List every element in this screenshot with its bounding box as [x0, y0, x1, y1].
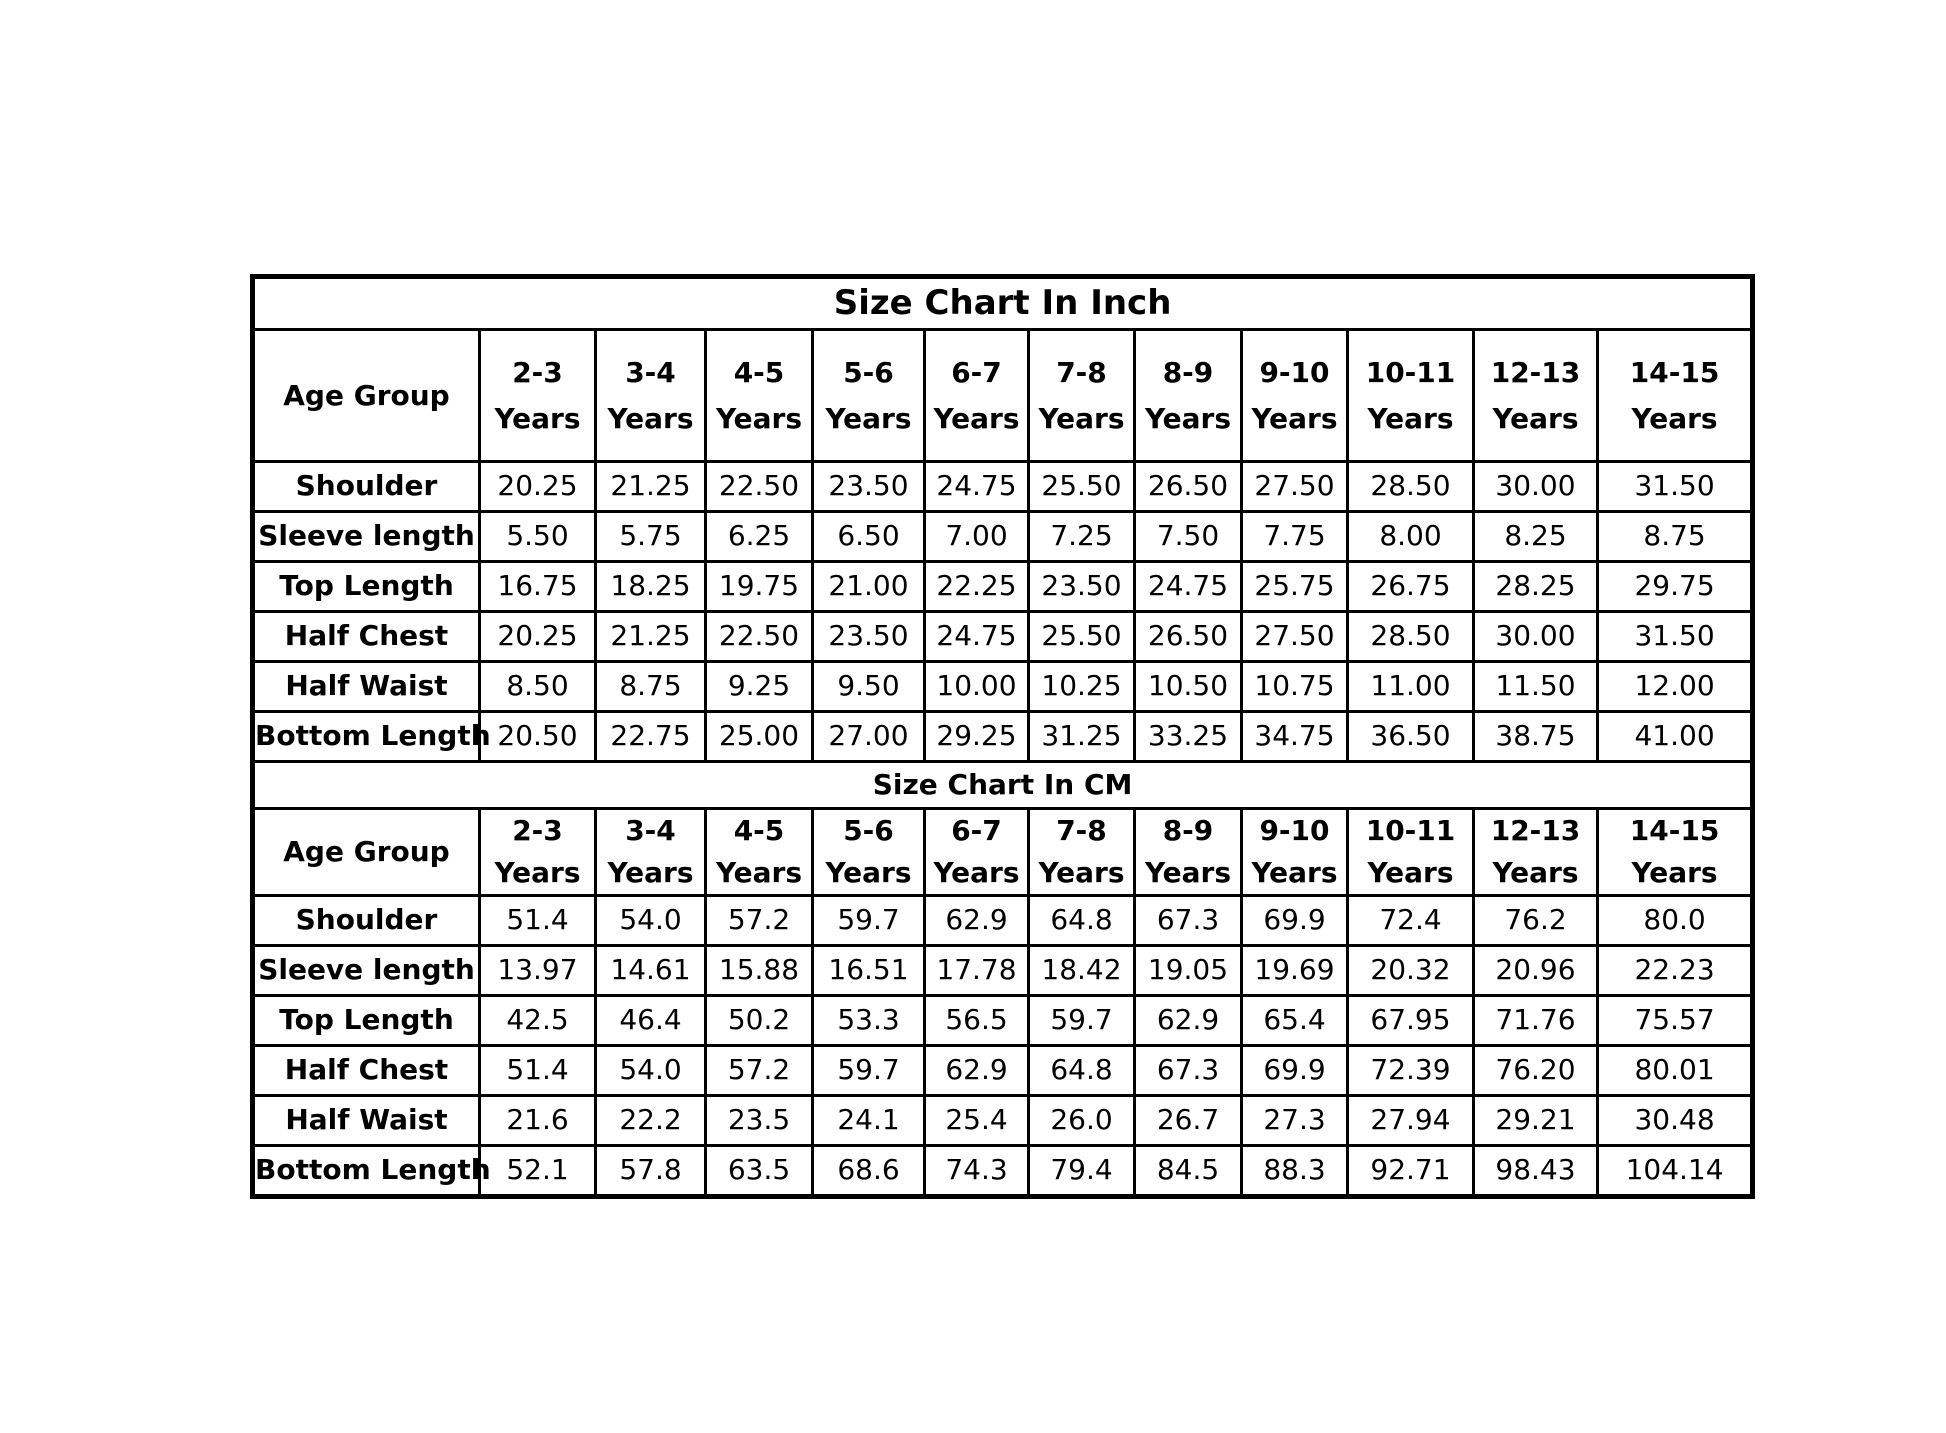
inch-measurement-value: 8.25: [1474, 512, 1598, 562]
age-unit: Years: [1367, 856, 1454, 889]
cm-age-column-header: [1348, 809, 1474, 896]
cm-measurement-value: 52.1: [480, 1146, 596, 1197]
age-range: 8-9: [1162, 355, 1214, 389]
inch-measurement-value: 19.75: [706, 562, 813, 612]
age-unit: Years: [715, 856, 803, 889]
inch-age-column-header: [925, 330, 1029, 462]
inch-measurement-value: 7.00: [925, 512, 1029, 562]
inch-measurement-value: 25.00: [706, 712, 813, 762]
inch-measurement-value: 24.75: [925, 612, 1029, 662]
cm-age-column-header: [813, 809, 925, 896]
age-range: 14-15: [1629, 814, 1720, 847]
cm-measurement-value: 76.2: [1474, 896, 1598, 946]
cm-measurement-value: 62.9: [925, 896, 1029, 946]
inch-measurement-value: 6.25: [706, 512, 813, 562]
age-range: 9-10: [1259, 814, 1330, 847]
cm-age-column-header: [925, 809, 1029, 896]
cm-measurement-value: 30.48: [1598, 1096, 1753, 1146]
cm-measurement-value: 51.4: [480, 896, 596, 946]
inch-table-row: [253, 512, 1753, 562]
cm-age-column-header: [480, 809, 596, 896]
age-range: 5-6: [843, 355, 894, 389]
cm-measurement-value: 59.7: [813, 1046, 925, 1096]
cm-measurement-value: 23.5: [706, 1096, 813, 1146]
inch-measurement-value: 10.50: [1135, 662, 1242, 712]
age-unit: Years: [1251, 401, 1338, 435]
cm-measurement-value: 59.7: [1029, 996, 1135, 1046]
age-unit: Years: [825, 401, 912, 435]
cm-title-row: [253, 762, 1753, 809]
cm-measurement-value: 18.42: [1029, 946, 1135, 996]
cm-table-row: [253, 996, 1753, 1046]
cm-measurement-value: 24.1: [813, 1096, 925, 1146]
cm-measurement-value: 59.7: [813, 896, 925, 946]
inch-measurement-value: 34.75: [1242, 712, 1348, 762]
age-range: 4-5: [733, 814, 785, 847]
age-range: 10-11: [1365, 814, 1456, 847]
inch-age-column-header: [1242, 330, 1348, 462]
age-range: 10-11: [1365, 355, 1456, 389]
cm-measurement-value: 84.5: [1135, 1146, 1242, 1197]
cm-measurement-value: 57.2: [706, 896, 813, 946]
inch-measurement-value: 20.25: [480, 462, 596, 512]
cm-measurement-value: 25.4: [925, 1096, 1029, 1146]
inch-measurement-value: 7.25: [1029, 512, 1135, 562]
cm-age-column-header: [1242, 809, 1348, 896]
cm-measurement-value: 88.3: [1242, 1146, 1348, 1197]
cm-table-row: [253, 896, 1753, 946]
cm-measurement-value: 72.39: [1348, 1046, 1474, 1096]
cm-measurement-value: 42.5: [480, 996, 596, 1046]
cm-age-column-header: [1029, 809, 1135, 896]
inch-measurement-value: 21.00: [813, 562, 925, 612]
inch-measurement-value: 36.50: [1348, 712, 1474, 762]
cm-measurement-value: 26.7: [1135, 1096, 1242, 1146]
inch-measurement-value: 22.50: [706, 462, 813, 512]
inch-age-column-header: [1474, 330, 1598, 462]
cm-measurement-value: 68.6: [813, 1146, 925, 1197]
age-unit: Years: [1492, 856, 1579, 889]
cm-measurement-value: 17.78: [925, 946, 1029, 996]
inch-measurement-value: 7.75: [1242, 512, 1348, 562]
cm-measurement-value: 26.0: [1029, 1096, 1135, 1146]
inch-measurement-value: 16.75: [480, 562, 596, 612]
inch-age-column-header: [480, 330, 596, 462]
inch-measurement-value: 31.50: [1598, 612, 1753, 662]
inch-measurement-value: 11.50: [1474, 662, 1598, 712]
age-unit: Years: [715, 401, 803, 435]
cm-measurement-value: 67.3: [1135, 896, 1242, 946]
inch-measurement-value: 23.50: [1029, 562, 1135, 612]
cm-table-row: [253, 1146, 1753, 1197]
cm-measurement-value: 20.96: [1474, 946, 1598, 996]
cm-measurement-value: 75.57: [1598, 996, 1753, 1046]
cm-measurement-value: 19.69: [1242, 946, 1348, 996]
inch-table-row: [253, 662, 1753, 712]
inch-measurement-value: 12.00: [1598, 662, 1753, 712]
age-range: 6-7: [951, 355, 1002, 389]
cm-table-row: [253, 1046, 1753, 1096]
inch-measurement-value: 27.00: [813, 712, 925, 762]
inch-measurement-value: 28.50: [1348, 612, 1474, 662]
inch-measurement-value: 20.25: [480, 612, 596, 662]
inch-measurement-value: 33.25: [1135, 712, 1242, 762]
inch-measurement-value: 24.75: [1135, 562, 1242, 612]
age-unit: Years: [1144, 401, 1232, 435]
cm-measurement-value: 64.8: [1029, 896, 1135, 946]
inch-table-row: [253, 562, 1753, 612]
cm-measurement-value: 51.4: [480, 1046, 596, 1096]
cm-measurement-value: 67.3: [1135, 1046, 1242, 1096]
cm-measurement-value: 62.9: [1135, 996, 1242, 1046]
inch-measurement-value: 8.75: [596, 662, 706, 712]
cm-measurement-value: 19.05: [1135, 946, 1242, 996]
inch-measurement-value: 22.25: [925, 562, 1029, 612]
cm-measurement-value: 65.4: [1242, 996, 1348, 1046]
cm-measurement-label: Bottom Length: [253, 1146, 480, 1197]
age-range: 5-6: [843, 814, 894, 847]
inch-measurement-value: 31.50: [1598, 462, 1753, 512]
inch-measurement-value: 25.50: [1029, 612, 1135, 662]
inch-measurement-label: Sleeve length: [253, 512, 480, 562]
cm-measurement-value: 50.2: [706, 996, 813, 1046]
cm-measurement-value: 22.2: [596, 1096, 706, 1146]
size-chart-table: [250, 274, 1755, 1199]
cm-measurement-value: 29.21: [1474, 1096, 1598, 1146]
cm-measurement-value: 98.43: [1474, 1146, 1598, 1197]
inch-measurement-value: 41.00: [1598, 712, 1753, 762]
age-range: 7-8: [1056, 814, 1107, 847]
age-range: 2-3: [512, 355, 563, 389]
inch-measurement-value: 24.75: [925, 462, 1029, 512]
inch-measurement-value: 28.50: [1348, 462, 1474, 512]
inch-measurement-value: 23.50: [813, 462, 925, 512]
cm-measurement-value: 46.4: [596, 996, 706, 1046]
cm-measurement-value: 15.88: [706, 946, 813, 996]
cm-age-column-header: [596, 809, 706, 896]
age-unit: Years: [933, 401, 1020, 435]
cm-measurement-value: 80.01: [1598, 1046, 1753, 1096]
age-range: 12-13: [1490, 355, 1581, 389]
age-unit: Years: [1251, 856, 1338, 889]
cm-table-row: [253, 1096, 1753, 1146]
age-unit: Years: [1492, 401, 1579, 435]
inch-measurement-value: 26.75: [1348, 562, 1474, 612]
cm-age-group-header: Age Group: [253, 809, 480, 896]
age-range: 6-7: [951, 814, 1002, 847]
inch-measurement-value: 11.00: [1348, 662, 1474, 712]
inch-chart-title: Size Chart In Inch: [253, 277, 1753, 330]
age-unit: Years: [1367, 401, 1454, 435]
cm-measurement-value: 57.8: [596, 1146, 706, 1197]
inch-measurement-value: 18.25: [596, 562, 706, 612]
inch-measurement-value: 29.75: [1598, 562, 1753, 612]
inch-measurement-value: 5.50: [480, 512, 596, 562]
cm-measurement-value: 80.0: [1598, 896, 1753, 946]
inch-measurement-value: 10.00: [925, 662, 1029, 712]
age-range: 8-9: [1162, 814, 1214, 847]
inch-measurement-value: 28.25: [1474, 562, 1598, 612]
cm-measurement-value: 79.4: [1029, 1146, 1135, 1197]
inch-measurement-value: 30.00: [1474, 462, 1598, 512]
inch-measurement-value: 20.50: [480, 712, 596, 762]
inch-age-column-header: [1598, 330, 1753, 462]
inch-measurement-value: 10.25: [1029, 662, 1135, 712]
inch-measurement-value: 27.50: [1242, 612, 1348, 662]
cm-measurement-label: Half Chest: [253, 1046, 480, 1096]
cm-measurement-value: 54.0: [596, 1046, 706, 1096]
inch-measurement-value: 8.50: [480, 662, 596, 712]
inch-measurement-value: 26.50: [1135, 612, 1242, 662]
age-range: 3-4: [625, 814, 676, 847]
inch-age-column-header: [813, 330, 925, 462]
cm-measurement-value: 57.2: [706, 1046, 813, 1096]
inch-measurement-value: 21.25: [596, 612, 706, 662]
inch-measurement-value: 8.00: [1348, 512, 1474, 562]
inch-age-column-header: [1029, 330, 1135, 462]
inch-table-row: [253, 612, 1753, 662]
age-range: 3-4: [625, 355, 676, 389]
cm-measurement-label: Shoulder: [253, 896, 480, 946]
cm-measurement-value: 21.6: [480, 1096, 596, 1146]
age-range: 7-8: [1056, 355, 1107, 389]
inch-age-column-header: [706, 330, 813, 462]
cm-measurement-value: 63.5: [706, 1146, 813, 1197]
age-unit: Years: [933, 856, 1020, 889]
cm-measurement-value: 54.0: [596, 896, 706, 946]
inch-measurement-value: 38.75: [1474, 712, 1598, 762]
inch-table-row: [253, 462, 1753, 512]
cm-measurement-value: 22.23: [1598, 946, 1753, 996]
inch-measurement-value: 22.75: [596, 712, 706, 762]
inch-measurement-value: 8.75: [1598, 512, 1753, 562]
inch-measurement-label: Half Waist: [253, 662, 480, 712]
age-range: 4-5: [733, 355, 785, 389]
cm-measurement-value: 14.61: [596, 946, 706, 996]
inch-measurement-value: 9.25: [706, 662, 813, 712]
age-unit: Years: [1144, 856, 1232, 889]
cm-measurement-label: Sleeve length: [253, 946, 480, 996]
inch-measurement-value: 6.50: [813, 512, 925, 562]
inch-measurement-label: Bottom Length: [253, 712, 480, 762]
age-range: 12-13: [1490, 814, 1581, 847]
inch-title-row: [253, 277, 1753, 330]
age-unit: Years: [1038, 856, 1125, 889]
cm-measurement-value: 104.14: [1598, 1146, 1753, 1197]
cm-measurement-value: 27.94: [1348, 1096, 1474, 1146]
cm-measurement-value: 20.32: [1348, 946, 1474, 996]
inch-age-column-header: [1348, 330, 1474, 462]
cm-measurement-label: Top Length: [253, 996, 480, 1046]
inch-measurement-value: 21.25: [596, 462, 706, 512]
cm-age-column-header: [706, 809, 813, 896]
age-unit: Years: [607, 401, 694, 435]
cm-measurement-value: 13.97: [480, 946, 596, 996]
inch-measurement-value: 25.50: [1029, 462, 1135, 512]
inch-table-row: [253, 712, 1753, 762]
cm-measurement-value: 16.51: [813, 946, 925, 996]
inch-measurement-value: 7.50: [1135, 512, 1242, 562]
cm-chart-title: Size Chart In CM: [253, 762, 1753, 809]
inch-measurement-value: 9.50: [813, 662, 925, 712]
cm-measurement-value: 92.71: [1348, 1146, 1474, 1197]
inch-age-column-header: [1135, 330, 1242, 462]
cm-age-column-header: [1598, 809, 1753, 896]
cm-measurement-value: 69.9: [1242, 1046, 1348, 1096]
inch-measurement-value: 25.75: [1242, 562, 1348, 612]
inch-measurement-value: 31.25: [1029, 712, 1135, 762]
cm-measurement-value: 71.76: [1474, 996, 1598, 1046]
inch-age-column-header: [596, 330, 706, 462]
inch-measurement-value: 22.50: [706, 612, 813, 662]
inch-measurement-label: Shoulder: [253, 462, 480, 512]
age-range: 14-15: [1629, 355, 1720, 389]
age-unit: Years: [494, 856, 581, 889]
cm-measurement-value: 67.95: [1348, 996, 1474, 1046]
inch-measurement-label: Half Chest: [253, 612, 480, 662]
cm-measurement-value: 69.9: [1242, 896, 1348, 946]
cm-table-row: [253, 946, 1753, 996]
inch-header-row: [253, 330, 1753, 462]
age-unit: Years: [494, 401, 581, 435]
age-range: 9-10: [1259, 355, 1330, 389]
age-unit: Years: [1631, 401, 1718, 435]
cm-age-column-header: [1474, 809, 1598, 896]
inch-measurement-value: 30.00: [1474, 612, 1598, 662]
cm-measurement-value: 72.4: [1348, 896, 1474, 946]
age-unit: Years: [1038, 401, 1125, 435]
inch-measurement-value: 10.75: [1242, 662, 1348, 712]
cm-measurement-value: 27.3: [1242, 1096, 1348, 1146]
cm-measurement-label: Half Waist: [253, 1096, 480, 1146]
cm-header-row: [253, 809, 1753, 896]
cm-measurement-value: 76.20: [1474, 1046, 1598, 1096]
inch-measurement-value: 26.50: [1135, 462, 1242, 512]
cm-measurement-value: 74.3: [925, 1146, 1029, 1197]
inch-measurement-label: Top Length: [253, 562, 480, 612]
inch-measurement-value: 23.50: [813, 612, 925, 662]
age-unit: Years: [825, 856, 912, 889]
age-unit: Years: [1631, 856, 1718, 889]
cm-measurement-value: 62.9: [925, 1046, 1029, 1096]
age-range: 2-3: [512, 814, 563, 847]
age-unit: Years: [607, 856, 694, 889]
inch-measurement-value: 5.75: [596, 512, 706, 562]
cm-age-column-header: [1135, 809, 1242, 896]
cm-measurement-value: 64.8: [1029, 1046, 1135, 1096]
inch-age-group-header: Age Group: [253, 330, 480, 462]
cm-measurement-value: 53.3: [813, 996, 925, 1046]
inch-measurement-value: 29.25: [925, 712, 1029, 762]
cm-measurement-value: 56.5: [925, 996, 1029, 1046]
inch-measurement-value: 27.50: [1242, 462, 1348, 512]
